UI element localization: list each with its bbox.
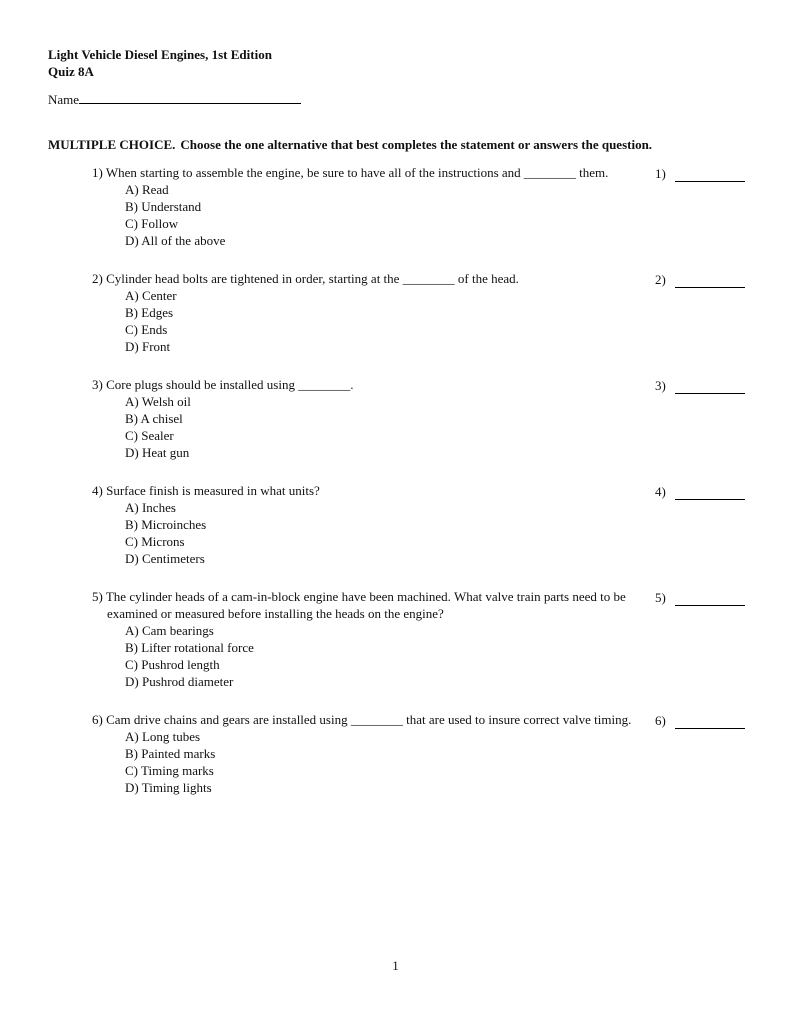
option: B) Edges xyxy=(125,305,174,320)
answer-blank xyxy=(675,380,745,394)
answer-number: 5) xyxy=(655,590,666,605)
options-list xyxy=(125,622,637,690)
answer-number: 4) xyxy=(655,484,666,499)
option: C) Follow xyxy=(125,216,179,231)
question-text xyxy=(92,376,637,393)
answer-number: 3) xyxy=(655,378,666,393)
answer-area xyxy=(655,164,745,182)
options-list xyxy=(125,728,637,796)
answer-area xyxy=(655,376,745,394)
questions-list xyxy=(92,164,745,796)
option: B) A chisel xyxy=(125,411,183,426)
option: D) Centimeters xyxy=(125,551,205,566)
question-main xyxy=(92,376,655,461)
question-text xyxy=(92,270,637,287)
option: A) Center xyxy=(125,288,177,303)
question-text-content: The cylinder heads of a cam-in-block engine have been machined. What valve train parts need to be examined or measured before installing the heads on the engine? xyxy=(105,589,626,621)
answer-blank xyxy=(675,715,745,729)
section-heading xyxy=(48,136,745,153)
quiz-number: Quiz 8A xyxy=(48,64,94,79)
options-list xyxy=(125,181,637,249)
options-list xyxy=(125,287,637,355)
answer-blank xyxy=(675,168,745,182)
instructions-text: Choose the one alternative that best completes the statement or answers the question. xyxy=(180,137,653,152)
question-number: 1) xyxy=(92,165,103,180)
question-block xyxy=(92,270,745,355)
multiple-choice-label: MULTIPLE CHOICE. xyxy=(48,137,176,152)
option: C) Ends xyxy=(125,322,168,337)
options-list xyxy=(125,499,637,567)
question-number: 2) xyxy=(92,271,103,286)
option: D) Heat gun xyxy=(125,445,190,460)
question-block xyxy=(92,711,745,796)
answer-number: 6) xyxy=(655,713,666,728)
name-line xyxy=(48,91,745,108)
option: A) Welsh oil xyxy=(125,394,191,409)
option: C) Pushrod length xyxy=(125,657,220,672)
question-text-content: Core plugs should be installed using ________. xyxy=(106,377,354,392)
answer-area xyxy=(655,711,745,729)
question-main xyxy=(92,164,655,249)
name-label: Name xyxy=(48,92,80,107)
answer-area xyxy=(655,482,745,500)
option: C) Timing marks xyxy=(125,763,214,778)
doc-title: Light Vehicle Diesel Engines, 1st Edition xyxy=(48,47,272,62)
question-main xyxy=(92,270,655,355)
question-text-content: Surface finish is measured in what units? xyxy=(106,483,320,498)
option: A) Cam bearings xyxy=(125,623,214,638)
option: D) Timing lights xyxy=(125,780,212,795)
question-text-content: Cylinder head bolts are tightened in order, starting at the ________ of the head. xyxy=(106,271,519,286)
option: C) Sealer xyxy=(125,428,174,443)
option: A) Inches xyxy=(125,500,176,515)
question-text xyxy=(92,588,637,622)
question-block xyxy=(92,376,745,461)
question-main xyxy=(92,482,655,567)
document-header xyxy=(48,46,745,80)
answer-number: 2) xyxy=(655,272,666,287)
page-number: 1 xyxy=(392,958,399,973)
answer-number: 1) xyxy=(655,166,666,181)
question-text xyxy=(92,711,637,728)
name-blank xyxy=(79,91,301,104)
option: B) Lifter rotational force xyxy=(125,640,254,655)
option: B) Microinches xyxy=(125,517,207,532)
question-text-content: Cam drive chains and gears are installed using ________ that are used to insure correct valve timing. xyxy=(106,712,632,727)
question-block xyxy=(92,588,745,690)
question-block xyxy=(92,482,745,567)
answer-blank xyxy=(675,486,745,500)
question-number: 4) xyxy=(92,483,103,498)
options-list xyxy=(125,393,637,461)
question-text xyxy=(92,164,637,181)
answer-blank xyxy=(675,274,745,288)
question-number: 6) xyxy=(92,712,103,727)
option: B) Understand xyxy=(125,199,202,214)
option: D) Front xyxy=(125,339,171,354)
answer-blank xyxy=(675,592,745,606)
option: A) Long tubes xyxy=(125,729,201,744)
option: A) Read xyxy=(125,182,169,197)
question-block xyxy=(92,164,745,249)
question-text-content: When starting to assemble the engine, be sure to have all of the instructions and ________ them. xyxy=(105,165,609,180)
question-main xyxy=(92,588,655,690)
option: D) Pushrod diameter xyxy=(125,674,234,689)
answer-area xyxy=(655,588,745,606)
question-number: 3) xyxy=(92,377,103,392)
question-text xyxy=(92,482,637,499)
question-number: 5) xyxy=(92,589,103,604)
answer-area xyxy=(655,270,745,288)
option: C) Microns xyxy=(125,534,185,549)
option: D) All of the above xyxy=(125,233,226,248)
question-main xyxy=(92,711,655,796)
option: B) Painted marks xyxy=(125,746,216,761)
